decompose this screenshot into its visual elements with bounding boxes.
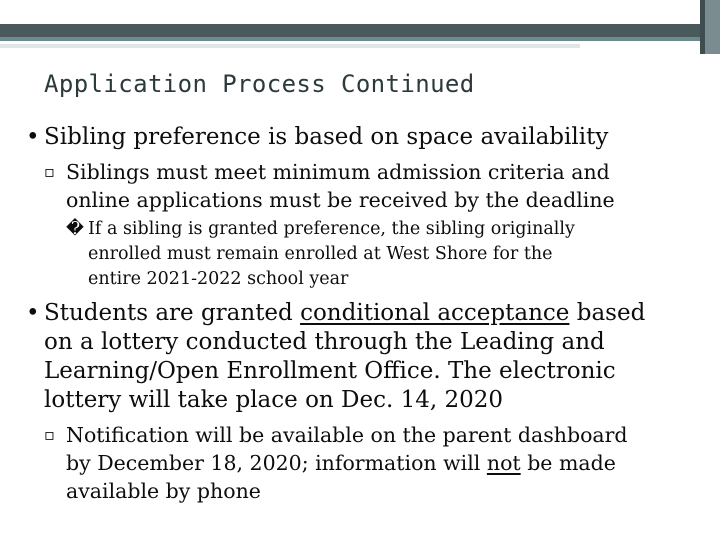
sub-bullet-1-line-1: Siblings must meet minimum admission criteria and xyxy=(66,160,610,184)
sub-bullet-2-line-1: Notification will be available on the parent dashboard xyxy=(66,423,628,447)
sub-sub-bullet-marker: � xyxy=(66,219,84,239)
slide-title: Application Process Continued xyxy=(44,70,475,98)
header-accent-bar xyxy=(0,37,700,41)
top-band xyxy=(0,0,720,24)
bullet-2-line-3: Learning/Open Enrollment Office. The electronic xyxy=(44,358,616,384)
bullet-1-text: Sibling preference is based on space availability xyxy=(44,124,609,150)
title-rule xyxy=(0,44,580,48)
bullet-2-text-pre: Students are granted xyxy=(44,300,301,326)
sub-bullet-2-text-pre: by December 18, 2020; information will xyxy=(66,451,487,475)
sub-bullet-2-line-3: available by phone xyxy=(66,479,261,503)
conditional-acceptance-emphasis: conditional acceptance xyxy=(300,300,570,326)
sub-bullet-2-text-post: be made xyxy=(520,451,616,475)
bullet-2-line-1 xyxy=(44,299,645,328)
sub-sub-bullet-line-2: enrolled must remain enrolled at West Shore for the xyxy=(88,244,553,264)
sub-bullet-marker: ▫ xyxy=(44,162,55,181)
header-corner-block-light xyxy=(705,0,720,54)
bullet-2-line-4: lottery will take place on Dec. 14, 2020 xyxy=(44,387,504,413)
sub-bullet-1-line-2: online applications must be received by the deadline xyxy=(66,188,615,212)
sub-sub-bullet-line-1: If a sibling is granted preference, the sibling originally xyxy=(88,219,575,239)
bullet-marker: • xyxy=(26,124,40,150)
bullet-marker: • xyxy=(26,300,40,326)
bullet-2-line-2: on a lottery conducted through the Leading and xyxy=(44,329,605,355)
header-bar xyxy=(0,24,700,37)
sub-bullet-2-line-2 xyxy=(66,449,616,477)
sub-bullet-marker: ▫ xyxy=(44,425,55,444)
sub-sub-bullet-line-3: entire 2021-2022 school year xyxy=(88,269,349,289)
bullet-2-text-post: based xyxy=(569,300,646,326)
not-emphasis: not xyxy=(486,451,521,475)
